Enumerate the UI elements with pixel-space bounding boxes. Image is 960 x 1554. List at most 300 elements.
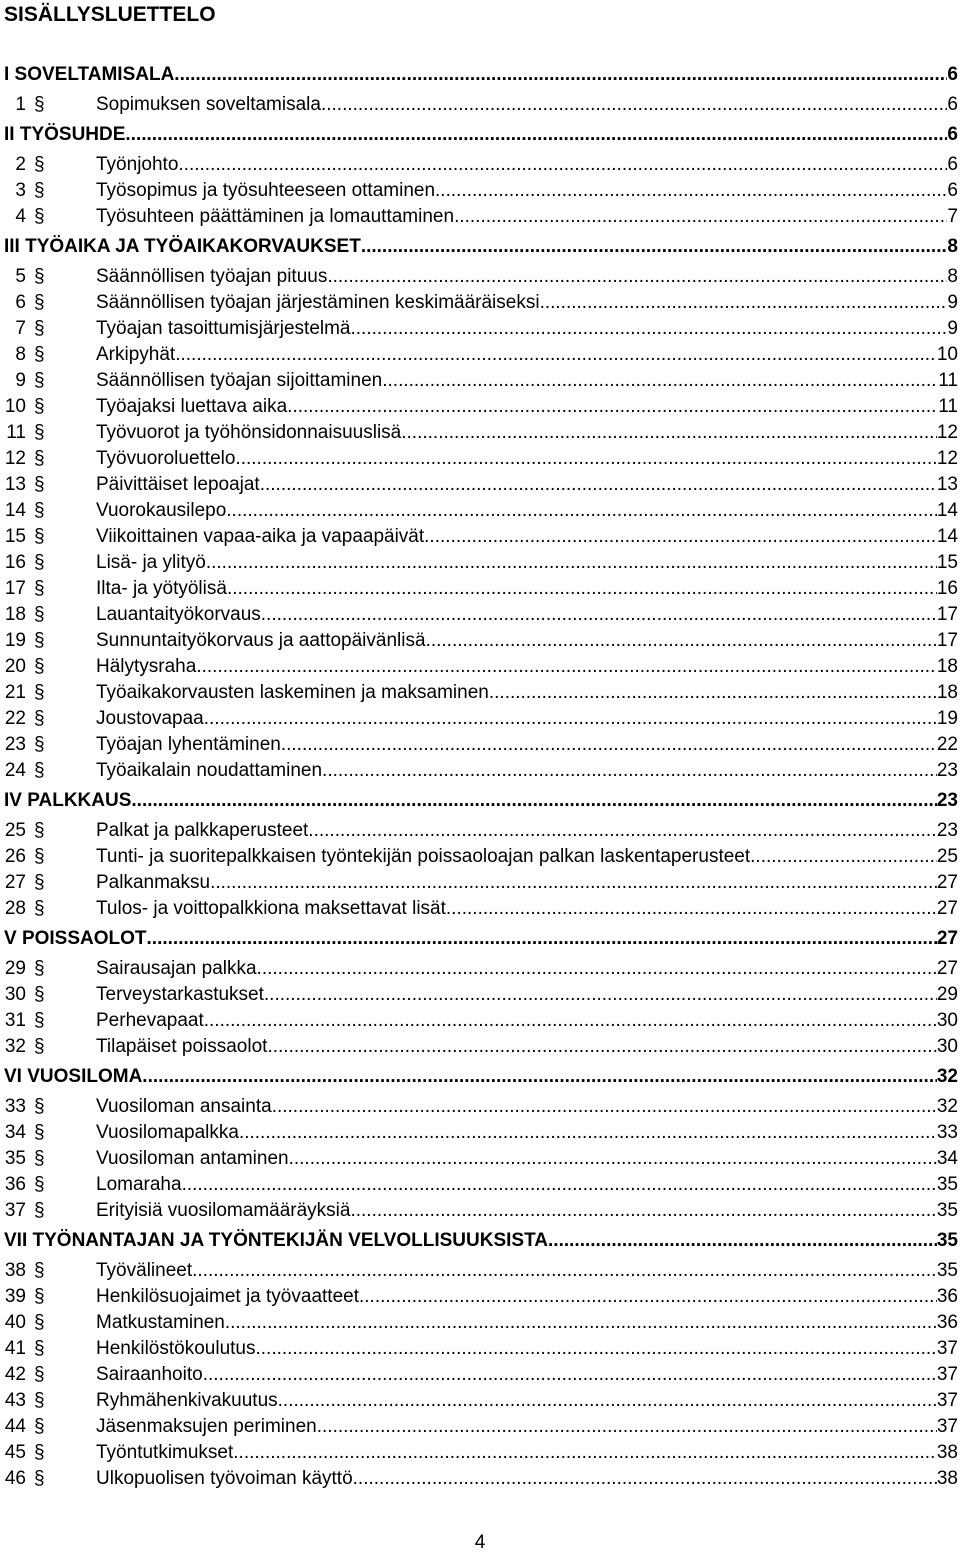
section-number: 23 <box>4 734 26 755</box>
toc-entry[interactable] <box>4 290 958 316</box>
toc-entry[interactable] <box>4 732 958 758</box>
page-ref: 10 <box>936 344 958 365</box>
page-ref: 25 <box>936 846 958 867</box>
toc-entry[interactable] <box>4 368 958 394</box>
section-number: 40 <box>4 1312 26 1333</box>
dot-leader <box>257 956 937 982</box>
section-sign: § <box>34 180 45 201</box>
section-sign: § <box>34 422 45 443</box>
dot-leader <box>540 290 948 316</box>
section-title: Matkustaminen <box>96 1312 225 1333</box>
page-ref: 27 <box>936 872 958 893</box>
table-of-contents <box>4 58 958 1492</box>
section-title: Sairaanhoito <box>96 1364 203 1385</box>
page-ref: 27 <box>936 958 958 979</box>
toc-entry[interactable] <box>4 1466 958 1492</box>
section-title: Työsopimus ja työsuhteeseen ottaminen <box>96 180 436 201</box>
page-ref: 30 <box>936 1036 958 1057</box>
section-sign: § <box>34 552 45 573</box>
page-ref: 35 <box>936 1260 958 1281</box>
section-sign: § <box>34 1364 45 1385</box>
dot-leader <box>424 524 937 550</box>
page-ref: 36 <box>936 1312 958 1333</box>
section-title: Tulos- ja voittopalkkiona maksettavat lisät <box>96 898 446 919</box>
section-sign: § <box>34 760 45 781</box>
chapter-title: V POISSAOLOT <box>4 928 147 949</box>
section-number: 13 <box>4 474 26 495</box>
dot-leader <box>446 896 937 922</box>
section-sign: § <box>34 820 45 841</box>
page-ref: 17 <box>936 604 958 625</box>
dot-leader <box>204 706 937 732</box>
toc-entry[interactable] <box>4 1034 958 1060</box>
section-number: 2 <box>15 154 26 175</box>
page-ref: 18 <box>936 656 958 677</box>
dot-leader <box>548 1224 937 1258</box>
section-title: Henkilösuojaimet ja työvaatteet <box>96 1286 359 1307</box>
toc-entry[interactable] <box>4 896 958 922</box>
section-sign: § <box>34 318 45 339</box>
dot-leader <box>226 498 937 524</box>
dot-leader <box>308 818 937 844</box>
dot-leader <box>147 922 937 956</box>
section-number: 14 <box>4 500 26 521</box>
dot-leader <box>351 316 948 342</box>
dot-leader <box>353 1466 937 1492</box>
dot-leader <box>289 1146 937 1172</box>
section-title: Tilapäiset poissaolot <box>96 1036 268 1057</box>
section-sign: § <box>34 396 45 417</box>
section-sign: § <box>34 898 45 919</box>
section-title: Vuosiloman antaminen <box>96 1148 289 1169</box>
toc-chapter[interactable] <box>4 1224 958 1258</box>
section-sign: § <box>34 500 45 521</box>
chapter-title: II TYÖSUHDE <box>4 124 126 145</box>
dot-leader <box>361 230 948 264</box>
section-sign: § <box>34 206 45 227</box>
section-number: 32 <box>4 1036 26 1057</box>
section-title: Perhevapaat <box>96 1010 204 1031</box>
dot-leader <box>454 204 947 230</box>
toc-entry[interactable] <box>4 870 958 896</box>
section-sign: § <box>34 1312 45 1333</box>
section-number: 41 <box>4 1338 26 1359</box>
section-sign: § <box>34 1442 45 1463</box>
dot-leader <box>235 446 936 472</box>
dot-leader <box>382 368 938 394</box>
toc-entry[interactable] <box>4 956 958 982</box>
dot-leader <box>210 870 937 896</box>
section-title: Työvälineet <box>96 1260 193 1281</box>
dot-leader <box>225 1310 937 1336</box>
section-title: Lomaraha <box>96 1174 182 1195</box>
section-number: 18 <box>4 604 26 625</box>
section-number: 8 <box>15 344 26 365</box>
section-sign: § <box>34 656 45 677</box>
toc-entry[interactable] <box>4 1414 958 1440</box>
dot-leader <box>233 1440 937 1466</box>
dot-leader <box>203 1362 937 1388</box>
section-title: Työvuoroluettelo <box>96 448 236 469</box>
section-number: 29 <box>4 958 26 979</box>
page-ref: 35 <box>936 1200 958 1221</box>
section-number: 42 <box>4 1364 26 1385</box>
toc-entry[interactable] <box>4 342 958 368</box>
section-sign: § <box>34 1010 45 1031</box>
dot-leader <box>261 602 937 628</box>
section-sign: § <box>34 1468 45 1489</box>
dot-leader <box>267 1034 936 1060</box>
section-title: Hälytysraha <box>96 656 197 677</box>
toc-entry[interactable] <box>4 818 958 844</box>
section-title: Vuosilomapalkka <box>96 1122 239 1143</box>
section-sign: § <box>34 344 45 365</box>
toc-entry[interactable] <box>4 1388 958 1414</box>
page-ref: 12 <box>936 448 958 469</box>
toc-entry[interactable] <box>4 576 958 602</box>
dot-leader <box>435 178 947 204</box>
page-ref: 6 <box>947 124 958 145</box>
toc-entry[interactable] <box>4 204 958 230</box>
toc-entry[interactable] <box>4 316 958 342</box>
chapter-title: VI VUOSILOMA <box>4 1066 143 1087</box>
page-ref: 38 <box>936 1468 958 1489</box>
page-ref: 27 <box>936 928 958 949</box>
section-title: Tunti- ja suoritepalkkaisen työntekijän poissaoloajan palkan laskentaperusteet <box>96 846 751 867</box>
section-sign: § <box>34 872 45 893</box>
dot-leader <box>281 732 937 758</box>
section-sign: § <box>34 292 45 313</box>
page-ref: 11 <box>938 396 958 417</box>
toc-entry[interactable] <box>4 844 958 870</box>
section-sign: § <box>34 1200 45 1221</box>
page-ref: 15 <box>936 552 958 573</box>
toc-entry[interactable] <box>4 1198 958 1224</box>
section-sign: § <box>34 154 45 175</box>
page-number: 4 <box>474 1532 486 1553</box>
section-title: Päivittäiset lepoajat <box>96 474 260 495</box>
section-sign: § <box>34 682 45 703</box>
section-number: 4 <box>15 206 26 227</box>
dot-leader <box>125 118 947 152</box>
section-sign: § <box>34 526 45 547</box>
section-number: 25 <box>4 820 26 841</box>
toc-entry[interactable] <box>4 1336 958 1362</box>
section-sign: § <box>34 984 45 1005</box>
section-title: Työsuhteen päättäminen ja lomauttaminen <box>96 206 455 227</box>
page-ref: 36 <box>936 1286 958 1307</box>
section-number: 39 <box>4 1286 26 1307</box>
toc-chapter[interactable] <box>4 784 958 818</box>
dot-leader <box>255 1336 936 1362</box>
dot-leader <box>322 758 937 784</box>
section-title: Työaikakorvausten laskeminen ja maksaminen <box>96 682 489 703</box>
section-title: Palkanmaksu <box>96 872 211 893</box>
page-ref: 32 <box>936 1066 958 1087</box>
toc-chapter[interactable] <box>4 1060 958 1094</box>
section-title: Vuosiloman ansainta <box>96 1096 272 1117</box>
dot-leader <box>196 654 937 680</box>
page-ref: 37 <box>936 1390 958 1411</box>
toc-entry[interactable] <box>4 1284 958 1310</box>
toc-entry[interactable] <box>4 550 958 576</box>
toc-entry[interactable] <box>4 982 958 1008</box>
toc-entry[interactable] <box>4 498 958 524</box>
section-sign: § <box>34 1148 45 1169</box>
toc-title: SISÄLLYSLUETTELO <box>4 3 216 26</box>
dot-leader <box>131 784 936 818</box>
toc-chapter[interactable] <box>4 922 958 956</box>
section-title: Jäsenmaksujen periminen <box>96 1416 317 1437</box>
toc-entry[interactable] <box>4 1362 958 1388</box>
section-sign: § <box>34 474 45 495</box>
section-number: 10 <box>4 396 26 417</box>
toc-entry[interactable] <box>4 1310 958 1336</box>
page-ref: 22 <box>936 734 958 755</box>
section-number: 46 <box>4 1468 26 1489</box>
section-title: Arkipyhät <box>96 344 176 365</box>
section-number: 19 <box>4 630 26 651</box>
section-number: 28 <box>4 898 26 919</box>
section-title: Työnjohto <box>96 154 179 175</box>
dot-leader <box>327 264 947 290</box>
section-title: Sunnuntaityökorvaus ja aattopäivänlisä <box>96 630 426 651</box>
section-title: Palkat ja palkkaperusteet <box>96 820 309 841</box>
toc-entry[interactable] <box>4 1172 958 1198</box>
section-number: 5 <box>15 266 26 287</box>
dot-leader <box>278 1388 937 1414</box>
section-number: 21 <box>4 682 26 703</box>
page-ref: 14 <box>936 526 958 547</box>
chapter-title: I SOVELTAMISALA <box>4 64 175 85</box>
section-title: Vuorokausilepo <box>96 500 227 521</box>
toc-entry[interactable] <box>4 394 958 420</box>
section-number: 17 <box>4 578 26 599</box>
section-sign: § <box>34 448 45 469</box>
section-sign: § <box>34 1174 45 1195</box>
toc-entry[interactable] <box>4 706 958 732</box>
section-sign: § <box>34 604 45 625</box>
section-number: 35 <box>4 1148 26 1169</box>
section-number: 43 <box>4 1390 26 1411</box>
section-title: Sopimuksen soveltamisala <box>96 94 321 115</box>
page-ref: 6 <box>947 154 958 175</box>
page-ref: 37 <box>936 1338 958 1359</box>
dot-leader <box>317 1414 937 1440</box>
page-ref: 18 <box>936 682 958 703</box>
dot-leader <box>750 844 937 870</box>
dot-leader <box>401 420 937 446</box>
section-number: 12 <box>4 448 26 469</box>
section-number: 45 <box>4 1442 26 1463</box>
toc-entry[interactable] <box>4 602 958 628</box>
section-number: 27 <box>4 872 26 893</box>
toc-entry[interactable] <box>4 1094 958 1120</box>
dot-leader <box>272 1094 937 1120</box>
toc-entry[interactable] <box>4 628 958 654</box>
page-ref: 37 <box>936 1364 958 1385</box>
page-ref: 14 <box>936 500 958 521</box>
section-title: Säännöllisen työajan pituus <box>96 266 328 287</box>
toc-chapter[interactable] <box>4 58 958 92</box>
page-ref: 9 <box>947 318 958 339</box>
chapter-title: IV PALKKAUS <box>4 790 132 811</box>
section-sign: § <box>34 1260 45 1281</box>
page-ref: 35 <box>936 1230 958 1251</box>
page-ref: 23 <box>936 820 958 841</box>
toc-entry[interactable] <box>4 680 958 706</box>
section-title: Lisä- ja ylityö <box>96 552 206 573</box>
section-sign: § <box>34 1122 45 1143</box>
toc-entry[interactable] <box>4 92 958 118</box>
page-ref: 6 <box>947 94 958 115</box>
section-number: 22 <box>4 708 26 729</box>
toc-entry[interactable] <box>4 152 958 178</box>
section-sign: § <box>34 958 45 979</box>
page-ref: 19 <box>936 708 958 729</box>
toc-entry[interactable] <box>4 524 958 550</box>
section-title: Ilta- ja yötyölisä <box>96 578 227 599</box>
toc-entry[interactable] <box>4 178 958 204</box>
page-ref: 17 <box>936 630 958 651</box>
page-ref: 13 <box>936 474 958 495</box>
section-number: 24 <box>4 760 26 781</box>
toc-entry[interactable] <box>4 472 958 498</box>
page-ref: 16 <box>936 578 958 599</box>
dot-leader <box>204 1008 937 1034</box>
toc-entry[interactable] <box>4 1008 958 1034</box>
section-sign: § <box>34 846 45 867</box>
section-title: Ulkopuolisen työvoiman käyttö <box>96 1468 353 1489</box>
toc-entry[interactable] <box>4 420 958 446</box>
section-number: 11 <box>6 422 26 443</box>
dot-leader <box>182 1172 937 1198</box>
dot-leader <box>142 1060 937 1094</box>
toc-entry[interactable] <box>4 264 958 290</box>
section-sign: § <box>34 734 45 755</box>
section-number: 3 <box>15 180 26 201</box>
section-number: 6 <box>15 292 26 313</box>
section-title: Ryhmähenkivakuutus <box>96 1390 278 1411</box>
section-number: 31 <box>4 1010 26 1031</box>
toc-entry[interactable] <box>4 1120 958 1146</box>
dot-leader <box>489 680 937 706</box>
section-sign: § <box>34 1390 45 1411</box>
section-number: 20 <box>4 656 26 677</box>
page-ref: 9 <box>947 292 958 313</box>
section-title: Säännöllisen työajan sijoittaminen <box>96 370 383 391</box>
dot-leader <box>426 628 937 654</box>
toc-entry[interactable] <box>4 654 958 680</box>
section-sign: § <box>34 1036 45 1057</box>
section-number: 7 <box>15 318 26 339</box>
toc-entry[interactable] <box>4 1258 958 1284</box>
section-sign: § <box>34 708 45 729</box>
toc-entry[interactable] <box>4 1146 958 1172</box>
section-number: 36 <box>4 1174 26 1195</box>
toc-entry[interactable] <box>4 446 958 472</box>
section-number: 34 <box>4 1122 26 1143</box>
section-title: Viikoittainen vapaa-aika ja vapaapäivät <box>96 526 425 547</box>
section-title: Sairausajan palkka <box>96 958 257 979</box>
section-title: Työajaksi luettava aika <box>96 396 288 417</box>
dot-leader <box>264 982 937 1008</box>
page-ref: 23 <box>936 760 958 781</box>
section-sign: § <box>34 266 45 287</box>
section-title: Säännöllisen työajan järjestäminen keskimääräiseksi <box>96 292 540 313</box>
section-sign: § <box>34 1286 45 1307</box>
section-sign: § <box>34 1096 45 1117</box>
section-title: Työajan tasoittumisjärjestelmä <box>96 318 351 339</box>
dot-leader <box>287 394 938 420</box>
page-ref: 35 <box>936 1174 958 1195</box>
section-number: 33 <box>4 1096 26 1117</box>
toc-chapter[interactable] <box>4 230 958 264</box>
dot-leader <box>359 1284 937 1310</box>
page-ref: 11 <box>938 370 958 391</box>
section-sign: § <box>34 630 45 651</box>
section-sign: § <box>34 370 45 391</box>
section-sign: § <box>34 1338 45 1359</box>
dot-leader <box>239 1120 937 1146</box>
section-title: Lauantaityökorvaus <box>96 604 261 625</box>
section-title: Erityisiä vuosilomamääräyksiä <box>96 1200 351 1221</box>
section-number: 30 <box>4 984 26 1005</box>
page-ref: 38 <box>936 1442 958 1463</box>
page-ref: 29 <box>936 984 958 1005</box>
page-ref: 32 <box>936 1096 958 1117</box>
toc-entry[interactable] <box>4 1440 958 1466</box>
dot-leader <box>174 58 947 92</box>
section-title: Henkilöstökoulutus <box>96 1338 256 1359</box>
toc-entry[interactable] <box>4 758 958 784</box>
page-ref: 12 <box>936 422 958 443</box>
toc-chapter[interactable] <box>4 118 958 152</box>
section-number: 16 <box>4 552 26 573</box>
section-number: 1 <box>15 94 26 115</box>
section-sign: § <box>34 94 45 115</box>
section-number: 44 <box>4 1416 26 1437</box>
dot-leader <box>206 550 937 576</box>
section-number: 37 <box>4 1200 26 1221</box>
section-title: Työvuorot ja työhönsidonnaisuuslisä <box>96 422 402 443</box>
dot-leader <box>260 472 937 498</box>
section-number: 15 <box>4 526 26 547</box>
section-number: 26 <box>4 846 26 867</box>
section-sign: § <box>34 578 45 599</box>
dot-leader <box>192 1258 937 1284</box>
page-ref: 8 <box>947 266 958 287</box>
chapter-title: III TYÖAIKA JA TYÖAIKAKORVAUKSET <box>4 236 361 257</box>
page-ref: 8 <box>947 236 958 257</box>
section-number: 9 <box>15 370 26 391</box>
section-title: Työntutkimukset <box>96 1442 234 1463</box>
page-ref: 27 <box>936 898 958 919</box>
section-number: 38 <box>4 1260 26 1281</box>
page-ref: 30 <box>936 1010 958 1031</box>
dot-leader <box>175 342 937 368</box>
dot-leader <box>321 92 947 118</box>
page-ref: 7 <box>947 206 958 227</box>
dot-leader <box>178 152 947 178</box>
page-ref: 34 <box>936 1148 958 1169</box>
section-title: Työajan lyhentäminen <box>96 734 281 755</box>
dot-leader <box>350 1198 936 1224</box>
page-ref: 6 <box>947 180 958 201</box>
chapter-title: VII TYÖNANTAJAN JA TYÖNTEKIJÄN VELVOLLISUUKSISTA <box>4 1230 549 1251</box>
section-sign: § <box>34 1416 45 1437</box>
page-ref: 33 <box>936 1122 958 1143</box>
